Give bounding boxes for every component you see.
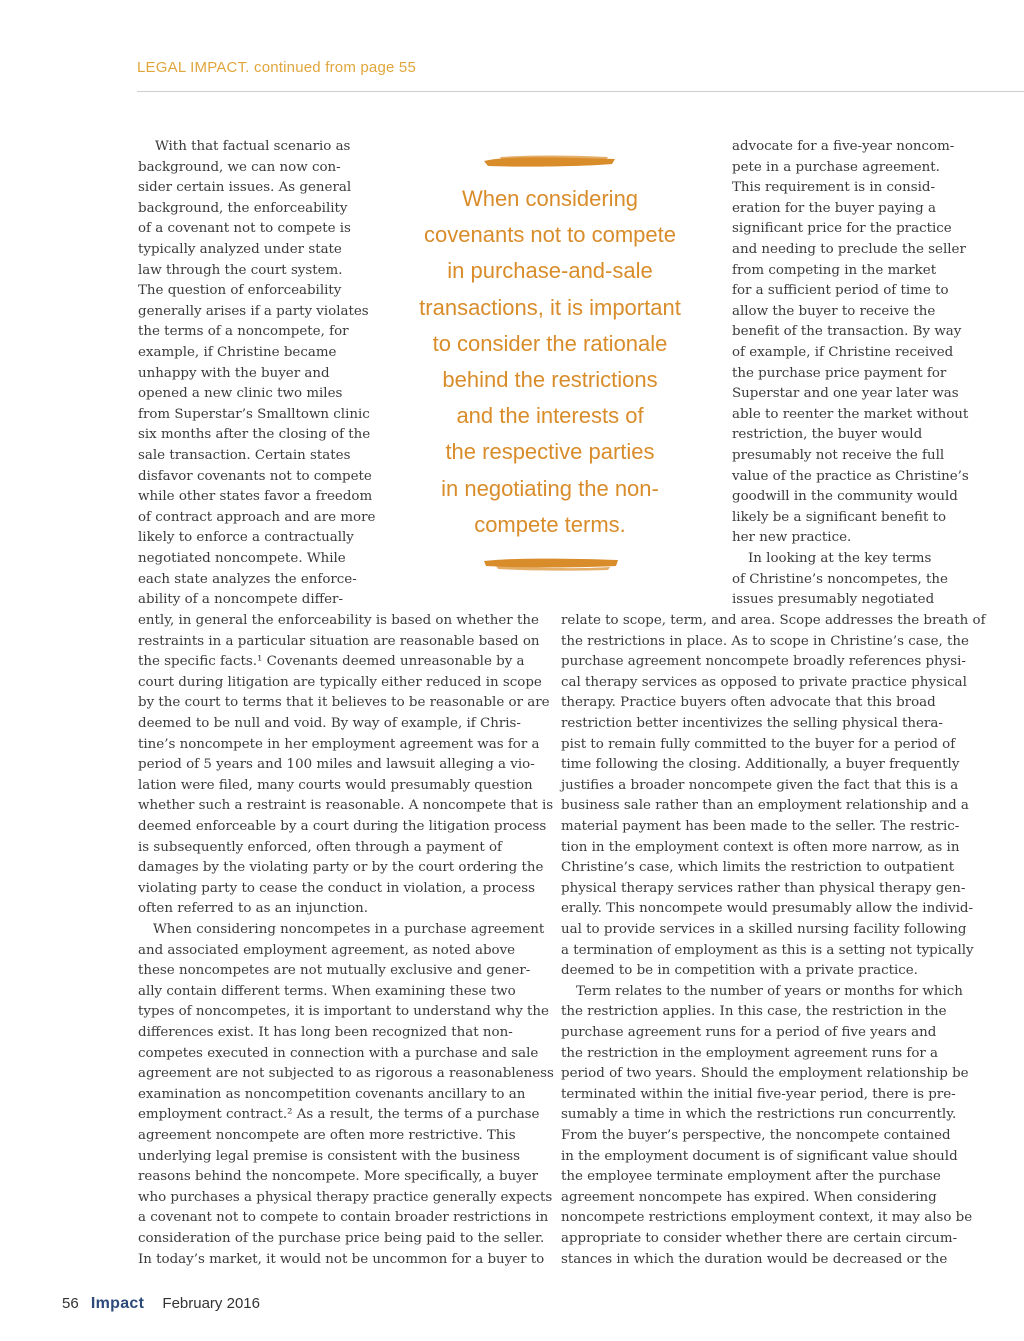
article-line: often referred to as an injunction. [138, 901, 369, 917]
article-line: In looking at the key terms [748, 551, 932, 566]
article-line: terminated within the initial five-year period, there is pre- [561, 1086, 956, 1102]
article-line: restriction, the buyer would [732, 427, 923, 443]
article-line: court during litigation are typically either reduced in scope [138, 674, 542, 690]
article-line: a termination of employment as this is a setting not typically [561, 942, 974, 958]
article-line: time following the closing. Additionally, a buyer frequently [561, 757, 960, 773]
article-line: deemed enforceable by a court during the litigation process [138, 819, 547, 834]
article-line: tine’s noncompete in her employment agreement was for a [138, 736, 540, 752]
article-line: competes executed in connection with a purchase and sale [138, 1045, 539, 1061]
article-line: the purchase price payment for [732, 365, 947, 381]
article-line: ability of a noncompete differ- [138, 592, 343, 608]
article-line: differences exist. It has long been recognized that non- [138, 1025, 513, 1040]
pull-quote-line: compete terms. [474, 511, 626, 537]
running-head: LEGAL IMPACT. continued from page 55 [137, 59, 417, 76]
article-line: benefit of the transaction. By way [732, 324, 962, 340]
pull-quote-line: covenants not to compete [424, 222, 676, 248]
article-line: the terms of a noncompete, for [138, 324, 349, 340]
article-line: agreement noncompete are often more restrictive. This [138, 1128, 516, 1143]
article-line: ently, in general the enforceability is based on whether the [138, 613, 539, 628]
article-line: therapy. Practice buyers often advocate that this broad [561, 695, 936, 711]
article-line: restraints in a particular situation are reasonable based on [138, 633, 540, 649]
article-line: erally. This noncompete would presumably allow the individ- [561, 901, 973, 917]
article-line: cal therapy services as opposed to private practice physical [561, 674, 967, 690]
article-line: the restrictions in place. As to scope in Christine’s case, the [561, 633, 969, 649]
article-line: the restriction in the employment agreement runs for a [561, 1045, 939, 1061]
article-line: ally contain different terms. When examining these two [138, 983, 516, 999]
article-line: sider certain issues. As general [138, 180, 352, 196]
article-line: six months after the closing of the [138, 427, 371, 443]
article-line: agreement noncompete has expired. When considering [561, 1189, 937, 1205]
article-line: unhappy with the buyer and [138, 365, 330, 381]
article-line: violating party to cease the conduct in violation, a process [138, 880, 535, 896]
article-line: allow the buyer to receive the [732, 303, 936, 319]
article-line: underlying legal premise is consistent with the business [138, 1148, 520, 1164]
article-line: examination as noncompetition covenants ancillary to an [138, 1086, 526, 1102]
article-line: deemed to be in competition with a private practice. [561, 963, 918, 979]
pull-quote-line: in purchase-and-sale [447, 258, 653, 284]
pull-quote-line: When considering [461, 186, 639, 211]
article-line: negotiated noncompete. While [138, 551, 346, 566]
article-line: period of 5 years and 100 miles and lawsuit alleging a vio- [138, 757, 535, 773]
article-line: by the court to terms that it believes to be reasonable or are [138, 695, 550, 711]
article-line: material payment has been made to the seller. The restric- [561, 819, 960, 834]
pull-quote-line: the respective parties [445, 439, 655, 465]
pull-quote-line: behind the restrictions [442, 367, 658, 393]
article-line: from Superstar’s Smalltown clinic [138, 406, 370, 422]
article-line: typically analyzed under state [138, 242, 342, 257]
article-line: deemed to be null and void. By way of example, if Chris- [138, 716, 521, 731]
article-line: relate to scope, term, and area. Scope addresses the breath of [561, 613, 986, 628]
article-line: lation were filed, many courts would presumably question [138, 777, 533, 793]
article-line: In today’s market, it would not be uncommon for a buyer to [138, 1251, 545, 1267]
article-line: types of noncompetes, it is important to understand why the [138, 1004, 549, 1020]
pull-quote-line: transactions, it is important [419, 294, 681, 320]
article-line: restriction better incentivizes the selling physical thera- [561, 716, 943, 731]
article-line: background, we can now con- [138, 159, 341, 175]
article-line: a covenant not to compete to contain broader restrictions in [138, 1210, 549, 1226]
article-line: Superstar and one year later was [732, 386, 959, 402]
article-line: employment contract.² As a result, the terms of a purchase [138, 1107, 540, 1123]
article-line: period of two years. Should the employment relationship be [561, 1066, 969, 1082]
article-line: likely be a significant benefit to [732, 509, 947, 525]
article-line: When considering noncompetes in a purchase agreement [153, 922, 545, 937]
article-line: appropriate to consider whether there are certain circum- [561, 1231, 958, 1246]
article-line: each state analyzes the enforce- [138, 571, 357, 587]
article-line: This requirement is in consid- [732, 180, 935, 196]
article-line: sale transaction. Certain states [138, 448, 351, 463]
issue-date: February 2016 [162, 1295, 260, 1312]
article-line: for a sufficient period of time to [732, 283, 949, 299]
article-line: consideration of the purchase price being paid to the seller. [138, 1231, 545, 1246]
article-line: stances in which the duration would be decreased or the [561, 1251, 948, 1267]
pull-quote-line: and the interests of [456, 403, 644, 429]
header-rule [137, 91, 1024, 92]
article-line: eration for the buyer paying a [732, 200, 936, 216]
article-line: pete in a purchase agreement. [732, 159, 940, 175]
pull-quote-brush-bottom [480, 553, 622, 573]
article-line: in the employment document is of significant value should [561, 1148, 958, 1164]
article-line: of Christine’s noncompetes, the [732, 571, 948, 587]
article-line: while other states favor a freedom [138, 489, 373, 505]
article-line: of example, if Christine received [732, 345, 954, 360]
article-line: the restriction applies. In this case, the restriction in the [561, 1004, 947, 1020]
pull-quote-line: to consider the rationale [432, 330, 668, 356]
article-line: sumably a time in which the restrictions run concurrently. [561, 1107, 957, 1123]
article-line: pist to remain fully committed to the buyer for a period of [561, 736, 956, 752]
article-line: example, if Christine became [138, 345, 337, 360]
article-line: generally arises if a party violates [138, 303, 369, 319]
article-line: agreement are not subjected to as rigorous a reasonableness [138, 1066, 554, 1082]
article-line: presumably not receive the full [732, 448, 945, 463]
article-line: law through the court system. [138, 262, 343, 278]
magazine-logo: Impact [90, 1295, 145, 1312]
article-line: From the buyer’s perspective, the noncompete contained [561, 1128, 951, 1143]
article-line: With that factual scenario as [155, 139, 351, 154]
article-line: damages by the violating party or by the court ordering the [138, 860, 544, 876]
article-line: of a covenant not to compete is [138, 221, 351, 237]
article-line: The question of enforceability [138, 283, 342, 299]
article-line: justifies a broader noncompete given the fact that this is a [561, 777, 959, 793]
article-line: from competing in the market [732, 262, 937, 278]
article-line: ual to provide services in a skilled nursing facility following [561, 922, 967, 937]
article-line: likely to enforce a contractually [138, 530, 354, 546]
article-line: reasons behind the noncompete. More specifically, a buyer [138, 1169, 539, 1185]
article-line: goodwill in the community would [732, 489, 958, 505]
article-line: her new practice. [732, 530, 852, 546]
article-line: who purchases a physical therapy practice generally expects [138, 1189, 553, 1205]
pull-quote-brush-top [480, 152, 620, 172]
article-line: Christine’s case, which limits the restriction to outpatient [561, 860, 955, 876]
article-line: background, the enforceability [138, 200, 348, 216]
article-line: these noncompetes are not mutually exclusive and gener- [138, 963, 531, 979]
article-line: opened a new clinic two miles [138, 386, 343, 402]
article-line: significant price for the practice [732, 221, 952, 237]
article-line: is subsequently enforced, often through a payment of [138, 839, 502, 855]
article-line: the employee terminate employment after the purchase [561, 1169, 941, 1185]
article-line: purchase agreement runs for a period of five years and [561, 1025, 937, 1040]
article-line: Term relates to the number of years or months for which [576, 983, 963, 999]
article-line: value of the practice as Christine’s [732, 468, 969, 484]
article-line: advocate for a five-year noncom- [732, 139, 955, 154]
article-line: business sale rather than an employment relationship and a [561, 798, 969, 814]
article-line: physical therapy services rather than physical therapy gen- [561, 880, 966, 896]
pull-quote [400, 181, 700, 543]
article-line: issues presumably negotiated [732, 592, 935, 608]
article-line: able to reenter the market without [732, 406, 969, 422]
page-footer [62, 1295, 260, 1313]
page-number: 56 [62, 1295, 79, 1312]
article-line: tion in the employment context is often more narrow, as in [561, 839, 960, 855]
article-line: disfavor covenants not to compete [138, 468, 372, 484]
article-line: the specific facts.¹ Covenants deemed unreasonable by a [138, 654, 525, 670]
article-line: whether such a restraint is reasonable. A noncompete that is [138, 798, 554, 814]
article-line: and associated employment agreement, as noted above [138, 942, 516, 958]
article-line: noncompete restrictions employment context, it may also be [561, 1210, 973, 1226]
article-line: and needing to preclude the seller [732, 242, 966, 257]
article-line: purchase agreement noncompete broadly references physi- [561, 654, 966, 670]
article-line: of contract approach and are more [138, 509, 376, 525]
pull-quote-line: in negotiating the non- [441, 475, 659, 501]
